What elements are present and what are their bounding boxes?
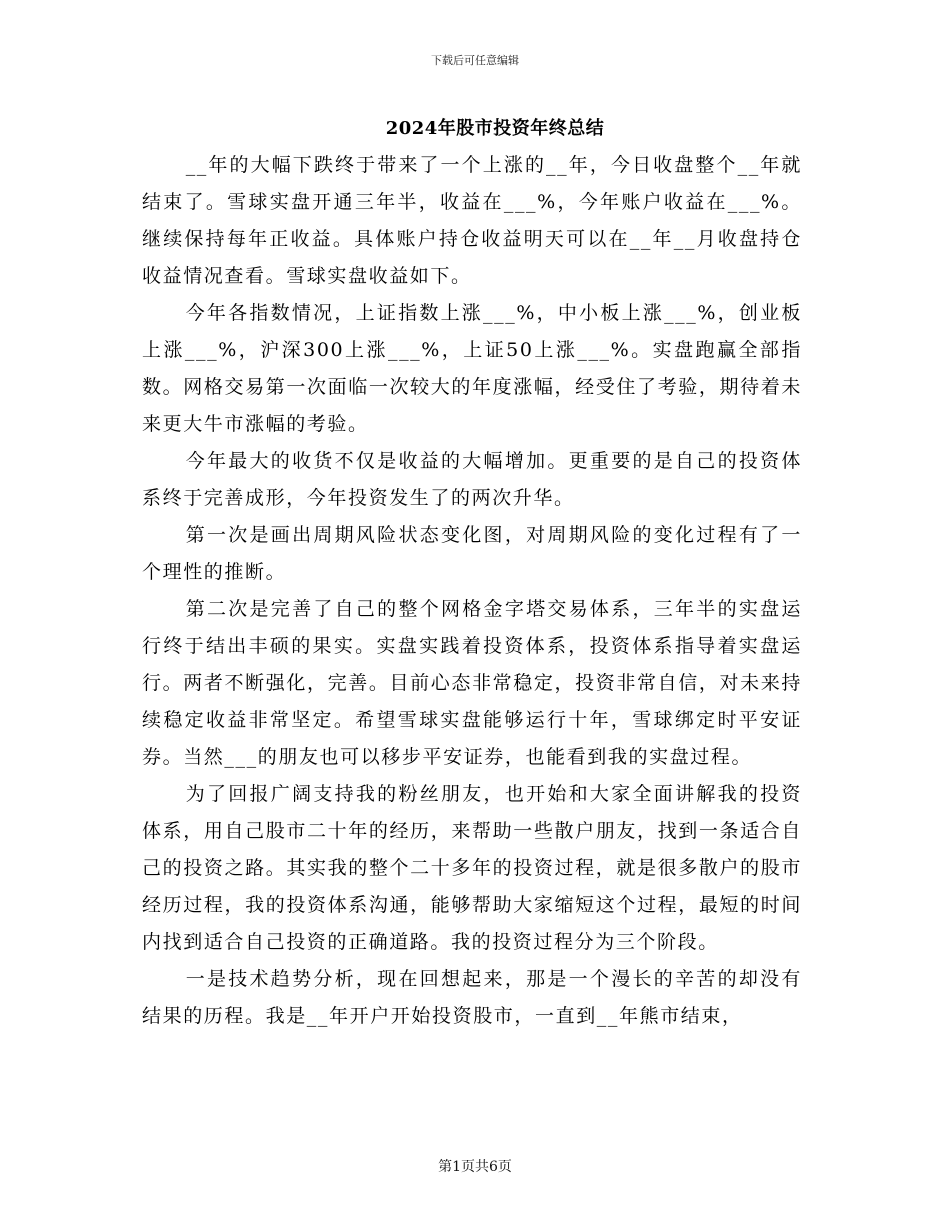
paragraph-6: 为了回报广阔支持我的粉丝朋友，也开始和大家全面讲解我的投资体系，用自己股市二十年的经历，来帮助一些散户朋友，找到一条适合自己的投资之路。其实我的整个二十多年的投资过程，就是很多散户的股市经历过程，我的投资体系沟通，能够帮助大家缩短这个过程，最短的时间内找到适合自己投资的正确道路。我的投资过程分为三个阶段。 (142, 783, 802, 953)
paragraph-2: 今年各指数情况，上证指数上涨___%，中小板上涨___%，创业板上涨___%，沪深300上涨___%，上证50上涨___%。实盘跑赢全部指数。网格交易第一次面临一次较大的年度涨幅，经受住了考验，期待着未来更大牛市涨幅的考验。 (142, 302, 802, 435)
document-title: 2024年股市投资年终总结 (385, 118, 605, 139)
document-body (142, 147, 802, 1035)
paragraph-5: 第二次是完善了自己的整个网格金字塔交易体系，三年半的实盘运行终于结出丰硕的果实。实盘实践着投资体系，投资体系指导着实盘运行。两者不断强化，完善。目前心态非常稳定，投资非常自信，对未来持续稳定收益非常坚定。希望雪球实盘能够运行十年，雪球绑定时平安证券。当然___的朋友也可以移步平安证券，也能看到我的实盘过程。 (142, 598, 802, 768)
paragraph-7: 一是技术趋势分析，现在回想起来，那是一个漫长的辛苦的却没有结果的历程。我是__年开户开始投资股市，一直到__年熊市结束， (142, 968, 802, 1027)
paragraph-4: 第一次是画出周期风险状态变化图，对周期风险的变化过程有了一个理性的推断。 (142, 524, 802, 583)
page-number-footer: 第1页共6页 (438, 1159, 512, 1175)
page-header-note: 下载后可任意编辑 (431, 54, 519, 67)
paragraph-3: 今年最大的收货不仅是收益的大幅增加。更重要的是自己的投资体系终于完善成形，今年投资发生了的两次升华。 (142, 450, 802, 509)
paragraph-1: __年的大幅下跌终于带来了一个上涨的__年，今日收盘整个__年就结束了。雪球实盘开通三年半，收益在___%，今年账户收益在___%。继续保持每年正收益。具体账户持仓收益明天可以在__年__月收盘持仓收益情况查看。雪球实盘收益如下。 (142, 154, 802, 287)
